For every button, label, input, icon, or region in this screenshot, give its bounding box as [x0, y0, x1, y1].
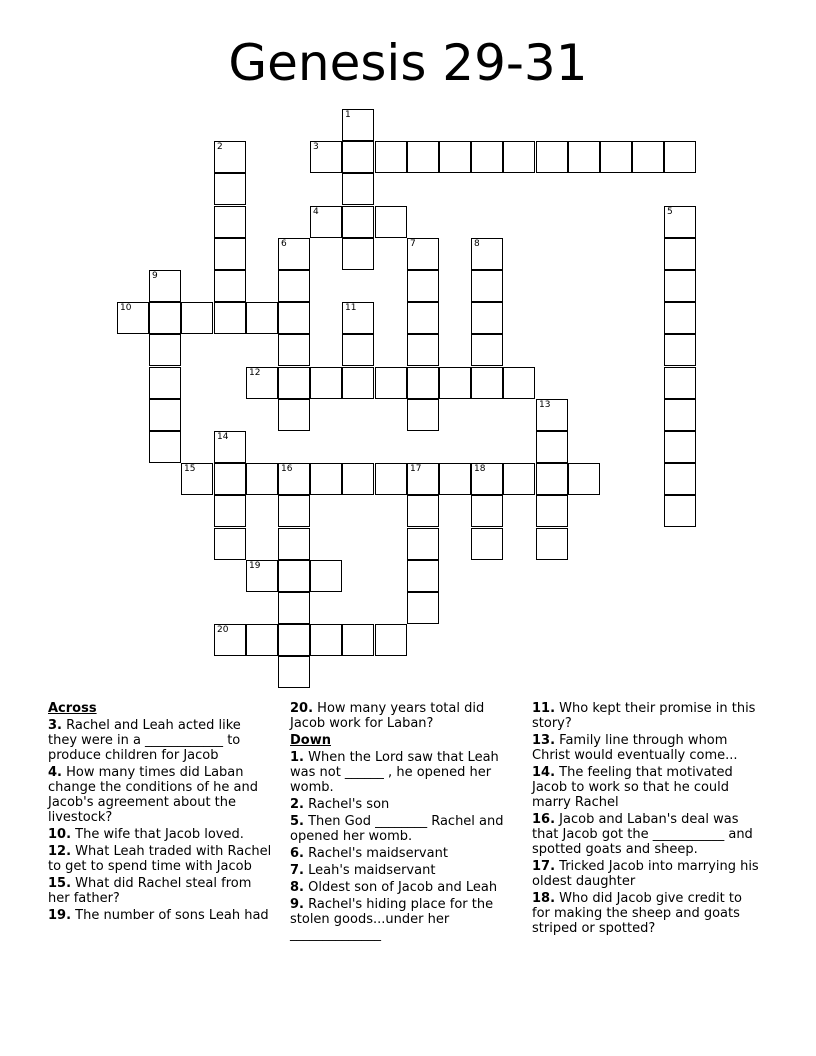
grid-cell[interactable]: [214, 141, 246, 173]
grid-cell[interactable]: [536, 141, 568, 173]
grid-cell[interactable]: [149, 334, 181, 366]
clue-number: 11: [345, 303, 357, 313]
grid-cell[interactable]: [246, 302, 278, 334]
clue-item-text: The number of sons Leah had: [71, 908, 269, 923]
clue-number: 8: [474, 239, 480, 249]
grid-cell[interactable]: [214, 528, 246, 560]
grid-cell[interactable]: [278, 560, 310, 592]
clue-item-text: Family line through whom Christ would eventually come...: [532, 733, 738, 763]
grid-cell[interactable]: [342, 302, 374, 334]
grid-cell[interactable]: [342, 463, 374, 495]
clue-item-number: 16.: [532, 812, 556, 827]
clue-item-number: 11.: [532, 701, 556, 716]
clue-item: [290, 880, 515, 895]
clue-number: 17: [410, 464, 422, 474]
grid-cell[interactable]: [407, 560, 439, 592]
clue-item-number: 10.: [48, 827, 72, 842]
grid-cell[interactable]: [342, 367, 374, 399]
down-heading: Down: [290, 733, 331, 748]
grid-cell[interactable]: [278, 592, 310, 624]
grid-cell[interactable]: [664, 367, 696, 399]
clue-item-number: 7.: [290, 863, 304, 878]
grid-cell[interactable]: [278, 463, 310, 495]
grid-cell[interactable]: [536, 463, 568, 495]
clue-item-text: Rachel's son: [303, 797, 390, 812]
grid-cell[interactable]: [214, 238, 246, 270]
grid-cell[interactable]: [407, 302, 439, 334]
clue-number: 7: [410, 239, 416, 249]
clue-item-number: 8.: [290, 880, 304, 895]
grid-cell[interactable]: [149, 431, 181, 463]
grid-cell[interactable]: [214, 302, 246, 334]
grid-cell[interactable]: [246, 367, 278, 399]
grid-cell[interactable]: [214, 270, 246, 302]
clue-item: [532, 812, 762, 857]
grid-cell[interactable]: [664, 270, 696, 302]
grid-cell[interactable]: [471, 334, 503, 366]
grid-cell[interactable]: [536, 528, 568, 560]
clues-column-2: [290, 701, 515, 944]
clue-number: 14: [217, 432, 229, 442]
clue-item-text: Rachel and Leah acted like they were in a ____________ to produce children for Jacob: [48, 718, 241, 763]
grid-cell[interactable]: [471, 238, 503, 270]
clue-item: [48, 718, 273, 763]
grid-cell[interactable]: [503, 141, 535, 173]
grid-cell[interactable]: [342, 624, 374, 656]
clue-number: 6: [281, 239, 287, 249]
grid-cell[interactable]: [181, 302, 213, 334]
clue-item: [532, 701, 762, 731]
clues-column-1: [48, 701, 273, 925]
clue-item: [48, 827, 273, 842]
grid-cell[interactable]: [471, 302, 503, 334]
clue-item: [532, 765, 762, 810]
grid-cell[interactable]: [117, 302, 149, 334]
grid-cell[interactable]: [471, 141, 503, 173]
clue-item-text: Rachel's hiding place for the stolen goods...under her ______________: [290, 897, 494, 942]
clue-item-text: Who kept their promise in this story?: [532, 701, 756, 731]
grid-cell[interactable]: [471, 270, 503, 302]
grid-cell[interactable]: [278, 495, 310, 527]
grid-cell[interactable]: [407, 367, 439, 399]
clue-item-text: Tricked Jacob into marrying his oldest daughter: [532, 859, 759, 889]
grid-cell[interactable]: [214, 624, 246, 656]
clue-item-text: Then God ________ Rachel and opened her womb.: [290, 814, 504, 844]
grid-cell[interactable]: [664, 238, 696, 270]
grid-cell[interactable]: [278, 302, 310, 334]
grid-cell[interactable]: [439, 141, 471, 173]
grid-cell[interactable]: [214, 495, 246, 527]
clue-item: [48, 876, 273, 906]
clue-item-number: 15.: [48, 876, 72, 891]
clue-number: 19: [249, 561, 261, 571]
clue-item-number: 20.: [290, 701, 314, 716]
clue-item-text: Leah's maidservant: [303, 863, 436, 878]
grid-cell[interactable]: [664, 463, 696, 495]
grid-cell[interactable]: [375, 463, 407, 495]
clue-item-text: What did Rachel steal from her father?: [48, 876, 252, 906]
clue-number: 12: [249, 368, 261, 378]
grid-cell[interactable]: [246, 624, 278, 656]
clue-item-text: Who did Jacob give credit to for making the sheep and goats striped or spotted?: [532, 891, 742, 936]
clue-number: 3: [313, 142, 319, 152]
grid-cell[interactable]: [407, 399, 439, 431]
grid-cell[interactable]: [568, 463, 600, 495]
grid-cell[interactable]: [471, 528, 503, 560]
grid-cell[interactable]: [407, 463, 439, 495]
clue-item-number: 18.: [532, 891, 556, 906]
clue-number: 18: [474, 464, 486, 474]
grid-cell[interactable]: [664, 495, 696, 527]
clue-item-number: 9.: [290, 897, 304, 912]
across-heading: Across: [48, 701, 97, 716]
clue-item-text: Jacob and Laban's deal was that Jacob got the ___________ and spotted goats and sheep.: [532, 812, 753, 857]
grid-cell[interactable]: [310, 560, 342, 592]
clue-item-number: 12.: [48, 844, 72, 859]
grid-cell[interactable]: [664, 206, 696, 238]
grid-cell[interactable]: [664, 399, 696, 431]
grid-cell[interactable]: [149, 270, 181, 302]
clue-item-number: 13.: [532, 733, 556, 748]
clue-item-number: 2.: [290, 797, 304, 812]
clue-item: [532, 733, 762, 763]
grid-cell[interactable]: [310, 624, 342, 656]
grid-cell[interactable]: [278, 270, 310, 302]
grid-cell[interactable]: [342, 238, 374, 270]
clue-item: [532, 859, 762, 889]
grid-cell[interactable]: [600, 141, 632, 173]
grid-cell[interactable]: [278, 367, 310, 399]
clue-item: [290, 750, 515, 795]
clues-column-3: [532, 701, 762, 938]
grid-cell[interactable]: [278, 528, 310, 560]
grid-cell[interactable]: [342, 173, 374, 205]
grid-cell[interactable]: [149, 399, 181, 431]
clue-item-text: Rachel's maidservant: [303, 846, 448, 861]
grid-cell[interactable]: [536, 399, 568, 431]
grid-cell[interactable]: [149, 367, 181, 399]
grid-cell[interactable]: [632, 141, 664, 173]
clue-item: [532, 891, 762, 936]
grid-cell[interactable]: [664, 334, 696, 366]
grid-cell[interactable]: [568, 141, 600, 173]
clue-item-number: 17.: [532, 859, 556, 874]
grid-cell[interactable]: [536, 495, 568, 527]
clue-item: [48, 844, 273, 874]
grid-cell[interactable]: [407, 334, 439, 366]
grid-cell[interactable]: [214, 206, 246, 238]
clue-item: [290, 814, 515, 844]
grid-cell[interactable]: [407, 495, 439, 527]
clue-number: 15: [184, 464, 196, 474]
clue-item-text: What Leah traded with Rachel to get to spend time with Jacob: [48, 844, 272, 874]
grid-cell[interactable]: [407, 270, 439, 302]
clue-number: 5: [667, 207, 673, 217]
clue-item: [48, 765, 273, 825]
clue-item-text: The feeling that motivated Jacob to work so that he could marry Rachel: [532, 765, 733, 810]
clue-item-text: How many times did Laban change the conditions of he and Jacob's agreement about the livestock?: [48, 765, 258, 825]
clue-item-number: 1.: [290, 750, 304, 765]
clue-item-text: When the Lord saw that Leah was not ______ , he opened her womb.: [290, 750, 499, 795]
grid-cell[interactable]: [181, 463, 213, 495]
clue-item-number: 4.: [48, 765, 62, 780]
grid-cell[interactable]: [278, 238, 310, 270]
clue-item: [290, 863, 515, 878]
grid-cell[interactable]: [439, 463, 471, 495]
clue-number: 20: [217, 625, 229, 635]
grid-cell[interactable]: [342, 141, 374, 173]
grid-cell[interactable]: [407, 141, 439, 173]
grid-cell[interactable]: [407, 592, 439, 624]
grid-cell[interactable]: [246, 560, 278, 592]
grid-cell[interactable]: [503, 367, 535, 399]
grid-cell[interactable]: [407, 528, 439, 560]
grid-cell[interactable]: [471, 463, 503, 495]
grid-cell[interactable]: [536, 431, 568, 463]
clue-item-text: The wife that Jacob loved.: [71, 827, 244, 842]
grid-cell[interactable]: [214, 173, 246, 205]
grid-cell[interactable]: [310, 141, 342, 173]
grid-cell[interactable]: [439, 367, 471, 399]
clue-item-text: How many years total did Jacob work for Laban?: [290, 701, 485, 731]
clue-item: [48, 908, 273, 923]
grid-cell[interactable]: [342, 206, 374, 238]
grid-cell[interactable]: [310, 206, 342, 238]
clue-number: 2: [217, 142, 223, 152]
grid-cell[interactable]: [664, 302, 696, 334]
grid-cell[interactable]: [278, 624, 310, 656]
grid-cell[interactable]: [503, 463, 535, 495]
grid-cell[interactable]: [375, 206, 407, 238]
grid-cell[interactable]: [342, 334, 374, 366]
grid-cell[interactable]: [375, 624, 407, 656]
clue-number: 13: [539, 400, 551, 410]
grid-cell[interactable]: [214, 463, 246, 495]
grid-cell[interactable]: [278, 334, 310, 366]
clue-item-number: 6.: [290, 846, 304, 861]
clue-item: [290, 701, 515, 731]
grid-cell[interactable]: [407, 238, 439, 270]
clue-item-text: Oldest son of Jacob and Leah: [303, 880, 498, 895]
grid-cell[interactable]: [246, 463, 278, 495]
clue-item-number: 14.: [532, 765, 556, 780]
clue-item-number: 5.: [290, 814, 304, 829]
grid-cell[interactable]: [342, 109, 374, 141]
clue-number: 4: [313, 207, 319, 217]
grid-cell[interactable]: [310, 463, 342, 495]
clue-number: 9: [152, 271, 158, 281]
clue-item: [290, 846, 515, 861]
grid-cell[interactable]: [214, 431, 246, 463]
grid-cell[interactable]: [278, 656, 310, 688]
clue-number: 10: [120, 303, 132, 313]
clue-item-number: 19.: [48, 908, 72, 923]
grid-cell[interactable]: [471, 367, 503, 399]
grid-cell[interactable]: [310, 367, 342, 399]
clue-item-number: 3.: [48, 718, 62, 733]
grid-cell[interactable]: [149, 302, 181, 334]
grid-cell[interactable]: [664, 141, 696, 173]
clue-item: [290, 797, 515, 812]
grid-cell[interactable]: [664, 431, 696, 463]
grid-cell[interactable]: [471, 495, 503, 527]
grid-cell[interactable]: [375, 141, 407, 173]
clue-number: 16: [281, 464, 293, 474]
clue-item: [290, 897, 515, 942]
clue-number: 1: [345, 110, 351, 120]
grid-cell[interactable]: [375, 367, 407, 399]
puzzle-title: Genesis 29-31: [228, 34, 588, 92]
grid-cell[interactable]: [278, 399, 310, 431]
